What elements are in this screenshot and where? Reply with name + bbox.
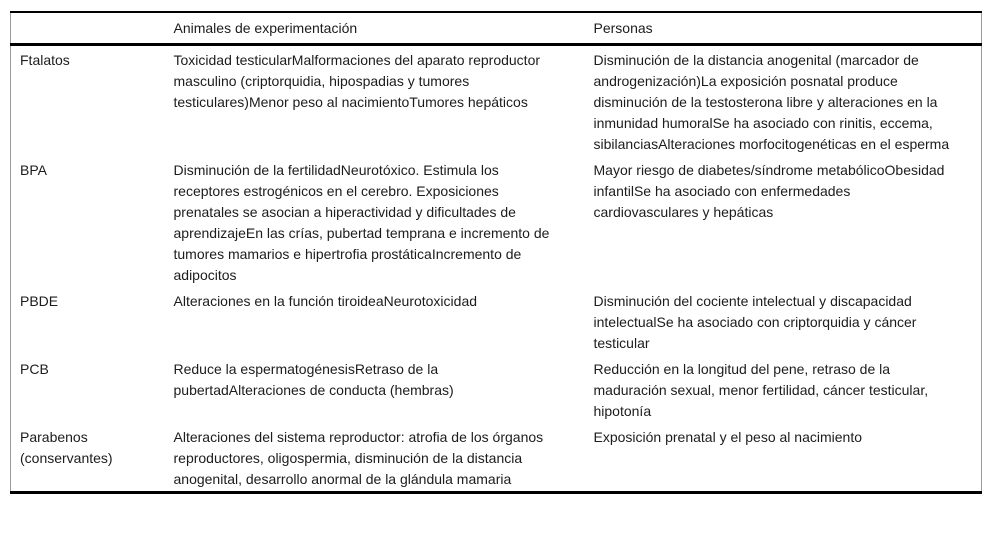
- table-row-bpa: [11, 156, 982, 287]
- header-personas: Personas: [586, 12, 982, 45]
- endocrine-disruptors-table: [10, 11, 982, 494]
- substance-cell: Parabenos (conservantes): [20, 429, 113, 466]
- table-row-pcb: [11, 355, 982, 423]
- personas-effects-cell: Disminución del cociente intelectual y discapacidad intelectualSe ha asociado con criptorquidia y cáncer testicular: [593, 293, 917, 351]
- animales-effects-cell: Toxicidad testicularMalformaciones del aparato reproductor masculino (criptorquidia, hipospadias y tumores testiculares)Menor peso al nacimientoTumores hepáticos: [173, 52, 541, 110]
- table-row-pbde: [11, 287, 982, 355]
- animales-effects-cell: Alteraciones del sistema reproductor: atrofia de los órganos reproductores, oligospermia, disminución de la distancia anogenital, desarrollo anormal de la glándula mamaria: [173, 429, 544, 487]
- header-row: [11, 12, 982, 45]
- personas-effects-cell: Reducción en la longitud del pene, retraso de la maduración sexual, menor fertilidad, cáncer testicular, hipotonía: [593, 361, 929, 419]
- header-substance: [11, 12, 166, 45]
- substance-cell: PCB: [20, 361, 49, 377]
- animales-effects-cell: Reduce la espermatogénesisRetraso de la pubertadAlteraciones de conducta (hembras): [173, 361, 454, 398]
- table-header: [11, 12, 982, 45]
- substance-cell: PBDE: [20, 293, 59, 309]
- personas-effects-cell: Exposición prenatal y el peso al nacimiento: [593, 429, 862, 445]
- personas-effects-cell: Disminución de la distancia anogenital (marcador de androgenización)La exposición posnatal produce disminución de la testosterona libre y alteraciones en la inmunidad humoralSe ha asociado con rinitis, eccema, sibilanciasAlteraciones morfocitogenéticas en el esperma: [593, 52, 950, 152]
- animales-effects-cell: Disminución de la fertilidadNeurotóxico. Estimula los receptores estrogénicos en el cerebro. Exposiciones prenatales se asocian a hiperactividad y dificultades de aprendizajeEn las crías, pubertad temprana e incremento de tumores mamarios e hipertrofia prostáticaIncremento de adipocitos: [173, 162, 550, 283]
- personas-effects-cell: Mayor riesgo de diabetes/síndrome metabólicoObesidad infantilSe ha asociado con enfermedades cardiovasculares y hepáticas: [593, 162, 945, 220]
- table-row-parabenos: [11, 423, 982, 493]
- substance-cell: Ftalatos: [20, 52, 70, 68]
- endocrine-disruptors-table-container: [10, 11, 981, 494]
- header-animales: Animales de experimentación: [166, 12, 586, 45]
- table-row-ftalatos: [11, 45, 982, 157]
- table-body: [11, 45, 982, 493]
- animales-effects-cell: Alteraciones en la función tiroideaNeurotoxicidad: [173, 293, 478, 309]
- substance-cell: BPA: [20, 162, 47, 178]
